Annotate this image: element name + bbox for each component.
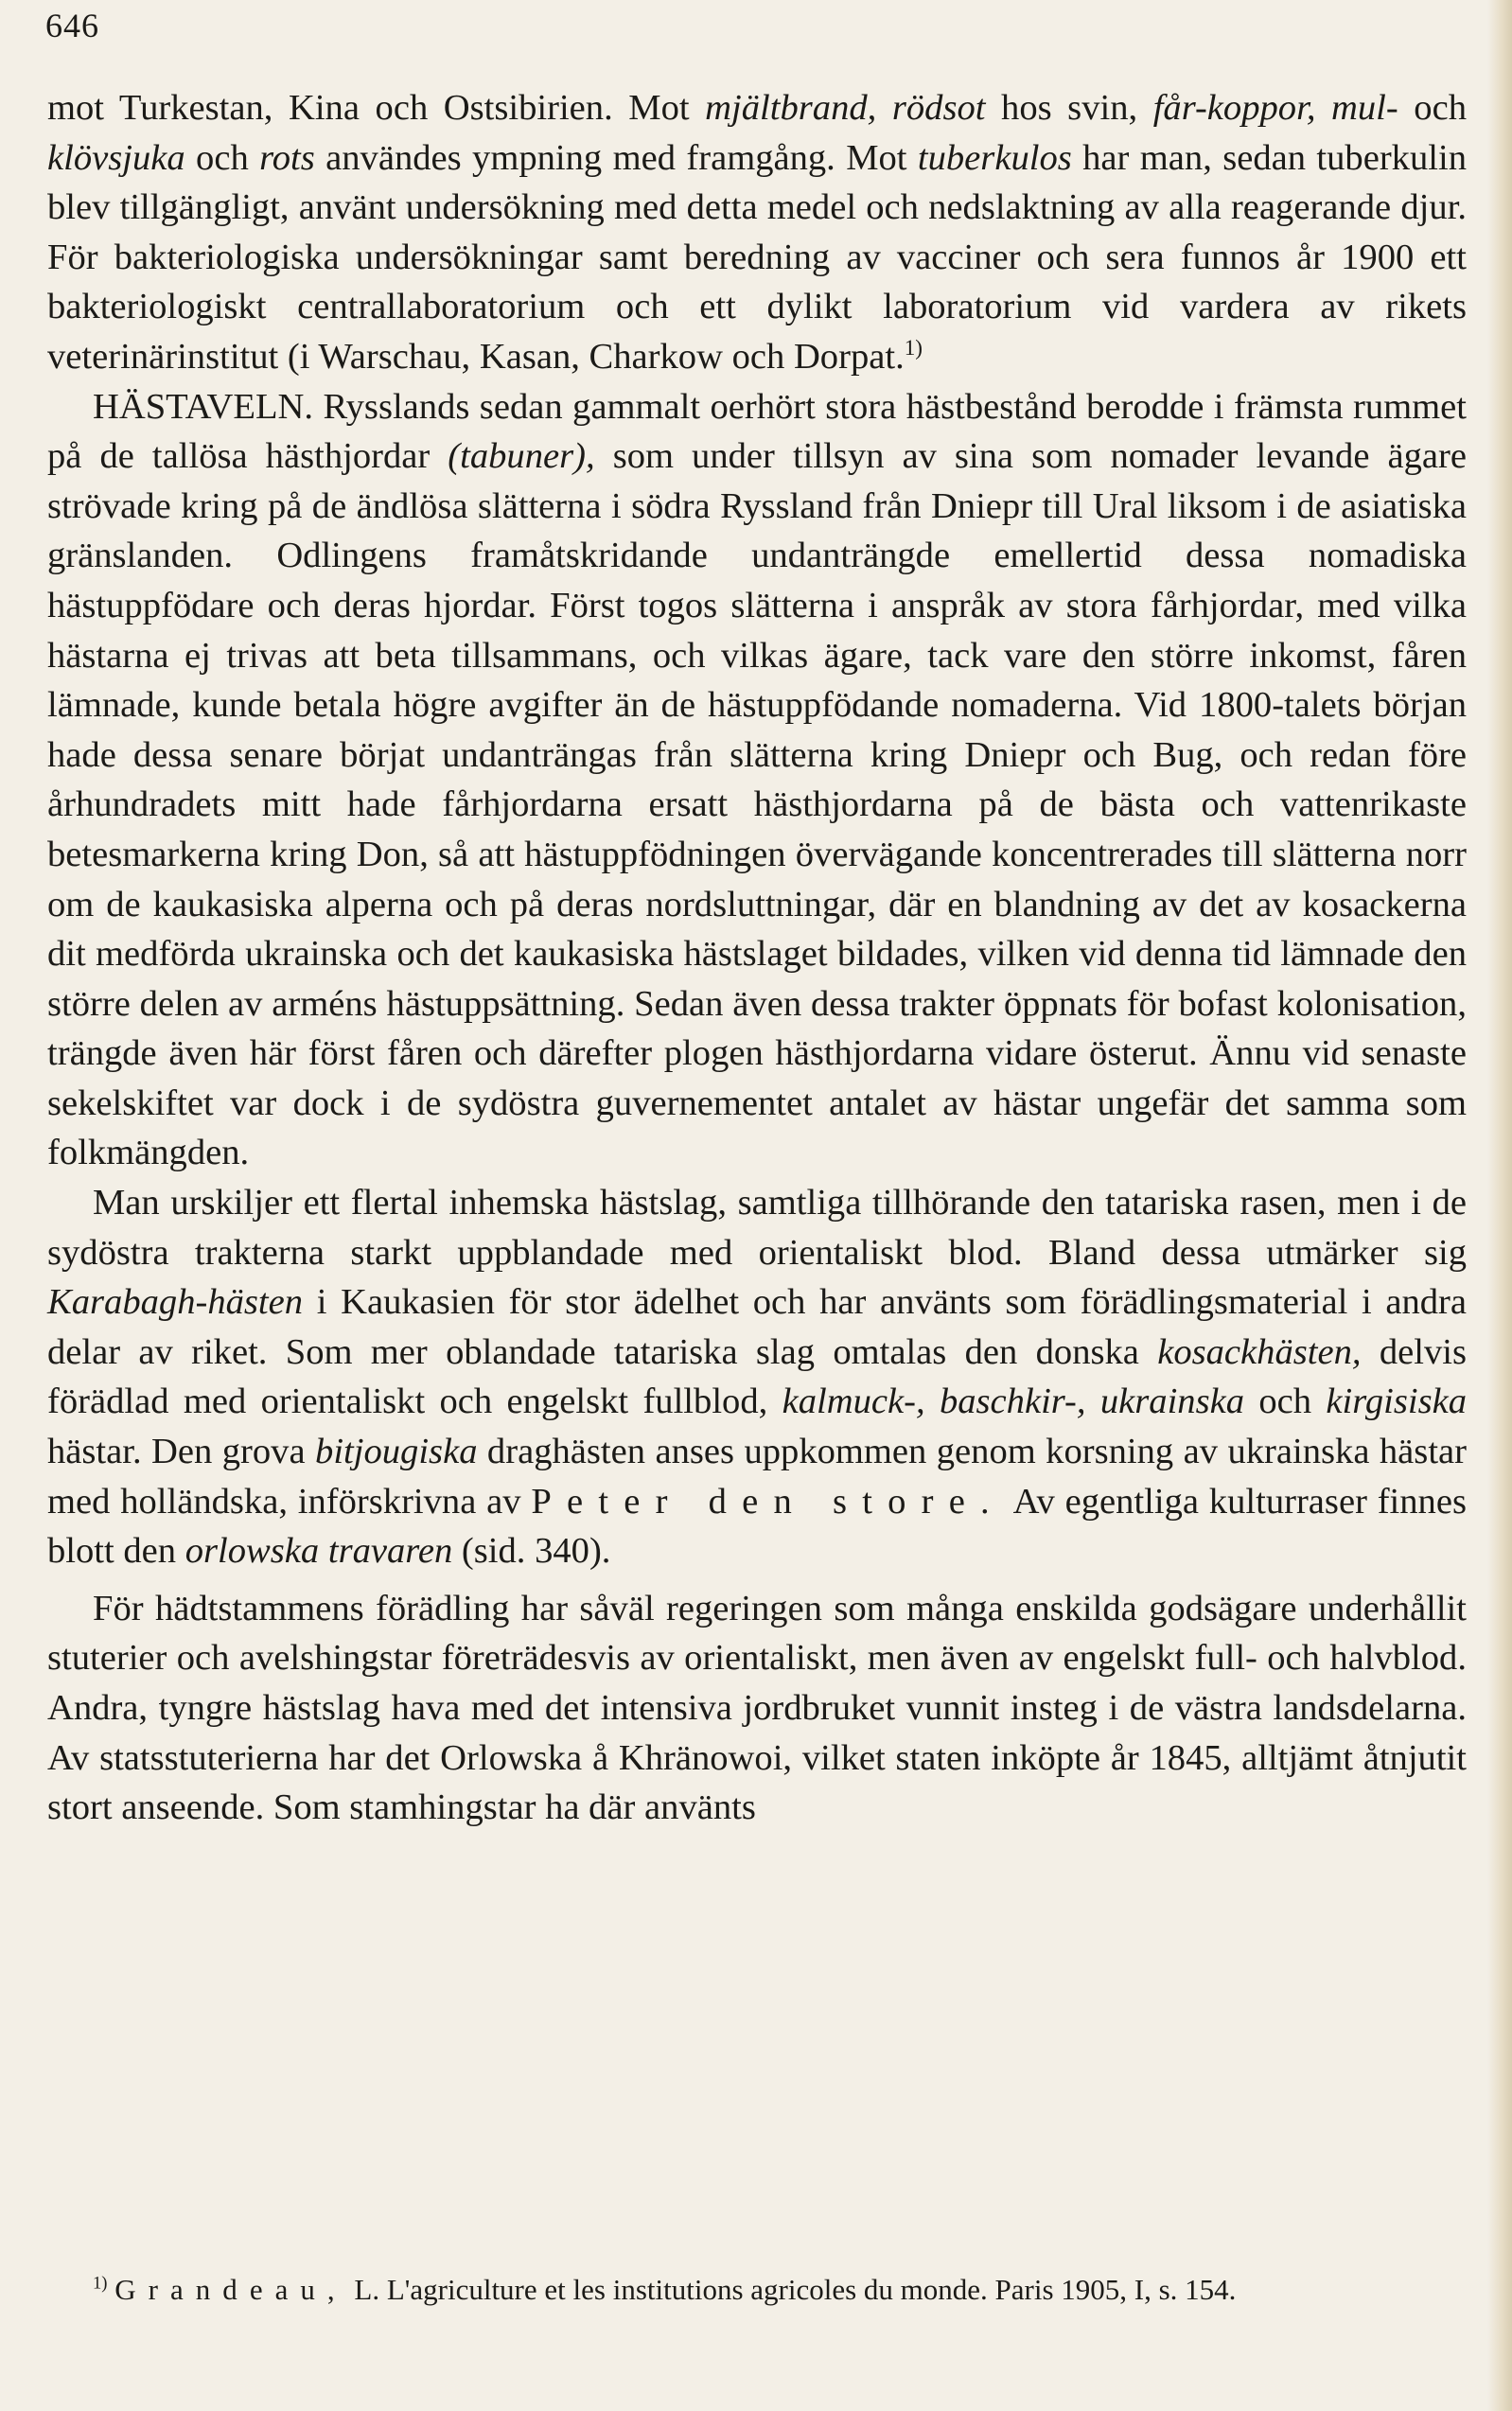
- paragraph-3: [47, 1178, 1467, 1576]
- text-run: HÄSTAVELN. Rysslands sedan gammalt oerhört stora hästbestånd berodde i främsta rummet på de tallösa hästhjordar: [47, 386, 1467, 477]
- spaced-name: Grandeau,: [114, 2273, 347, 2306]
- footnote: [47, 2269, 1467, 2311]
- text-run: (sid. 340).: [452, 1531, 611, 1572]
- text-run: mot Turkestan, Kina och Ostsibirien. Mot: [47, 88, 706, 128]
- italic-term: Karabagh-hästen: [47, 1282, 304, 1323]
- text-run: draghästen anses uppkommen genom korsning av ukrainska hästar med holländska, införskrivna av: [47, 1432, 1468, 1522]
- text-run: och: [1398, 88, 1467, 128]
- page-edge-shadow: [1487, 0, 1512, 2411]
- footnote-text: [47, 2269, 1467, 2311]
- page-number: 646: [45, 7, 99, 44]
- italic-term: får-koppor, mul-: [1152, 88, 1398, 128]
- text-run: och: [1244, 1381, 1327, 1422]
- text-run: användes ympning med framgång. Mot: [314, 137, 918, 178]
- text-run: som under tillsyn av sina som nomader levande ägare strövade kring på de ändlösa slätterna i södra Ryssland från Dniepr till Ural liksom i de asiatiska gränslanden. Odlingens framåtskridande undanträngde emellertid dessa nomadiska hästuppfödare och deras hjordar. Först togos slätterna i anspråk av stora fårhjordar, med vilka hästarna ej trivas att beta tillsammans, och vilkas ägare, tack vare den större inkomst, fåren lämnade, kunde betala högre avgifter än de hästuppfödande nomaderna. Vid 1800-talets början hade dessa senare börjat undanträngas från slätterna kring Dniepr och Bug, och redan före århundradets mitt hade fårhjordarna ersatt hästhjordarna på de bästa och vattenrikaste betesmarkerna kring Don, så att hästuppfödningen övervägande koncentrerades till slätterna norr om de kaukasiska alperna och på deras nordsluttningar, där en blandning av det av kosackerna dit medförda ukrainska och det kaukasiska hästslaget bildades, vilken vid denna tid lämnade den större delen av arméns hästuppsättning. Sedan även dessa trakter öppnats för bofast kolonisation, trängde även här först fåren och därefter plogen hästhjordarna vidare österut. Ännu vid senaste sekelskiftet var dock i de sydöstra guvernementet antalet av hästar ungefär det samma som folkmängden.: [47, 436, 1467, 1173]
- italic-term: klövsjuka: [47, 137, 185, 178]
- italic-term: kirgisiska: [1326, 1381, 1467, 1422]
- text-run: För hädtstammens förädling har såväl regeringen som många enskilda godsägare underhållit stuterier och avelshingstar företrädesvis av orientaliskt, men även av engelskt full- och halvblod. Andra, tyngre hästslag hava med det intensiva jordbruket vunnit insteg i de västra landsdelarna. Av statsstuterierna har det Orlowska å Khränowoi, vilket staten inköpte år 1845, alltjämt åtnjutit stort anseende. Som stamhingstar ha där använts: [47, 1588, 1467, 1828]
- italic-term: bitjougiska: [315, 1432, 478, 1472]
- text-run: hos svin,: [985, 88, 1153, 128]
- footnote-marker: 1): [904, 336, 923, 361]
- paragraph-1: [47, 83, 1467, 382]
- italic-term: rots: [259, 137, 315, 178]
- body-text: [47, 83, 1467, 1833]
- footnote-marker: 1): [93, 2273, 108, 2294]
- text-run: Man urskiljer ett flertal inhemska hästslag, samtliga tillhörande den tatariska rasen, men i de sydöstra trakterna starkt uppblandade med orientaliskt blod. Bland dessa utmärker sig: [47, 1183, 1467, 1273]
- spaced-name: Peter den store.: [531, 1481, 1005, 1522]
- text-run: och: [185, 137, 260, 178]
- italic-term: orlowska travaren: [185, 1531, 453, 1572]
- text-run: Av egentliga kulturraser finnes blott den: [47, 1481, 1467, 1572]
- italic-term: mjältbrand, rödsot: [705, 88, 986, 128]
- italic-term: kalmuck-, baschkir-, ukrainska: [782, 1381, 1245, 1422]
- text-run: L. L'agriculture et les institutions agricoles du monde. Paris 1905, I, s. 154.: [346, 2273, 1237, 2306]
- text-run: delvis förädlad med orientaliskt och engelskt fullblod,: [47, 1331, 1467, 1422]
- paragraph-2: [47, 382, 1467, 1179]
- text-run: har man, sedan tuberkulin blev tillgängligt, använt undersökning med detta medel och nedslaktning av alla reagerande djur. För bakteriologiska undersökningar samt beredning av vacciner och sera funnos år 1900 ett bakteriologiskt centrallaboratorium och ett dylikt laboratorium vid vardera av rikets veterinärinstitut (i Warschau, Kasan, Charkow och Dorpat.: [47, 137, 1467, 377]
- italic-term: (tabuner),: [448, 436, 595, 477]
- paragraph-4: [47, 1584, 1467, 1833]
- italic-term: tuberkulos: [917, 137, 1072, 178]
- text-run: i Kaukasien för stor ädelhet och har använts som förädlingsmaterial i andra delar av riket. Som mer oblandade tatariska slag omtalas den donska: [47, 1282, 1467, 1372]
- text-run: hästar. Den grova: [47, 1432, 316, 1472]
- italic-term: kosackhästen,: [1157, 1331, 1362, 1372]
